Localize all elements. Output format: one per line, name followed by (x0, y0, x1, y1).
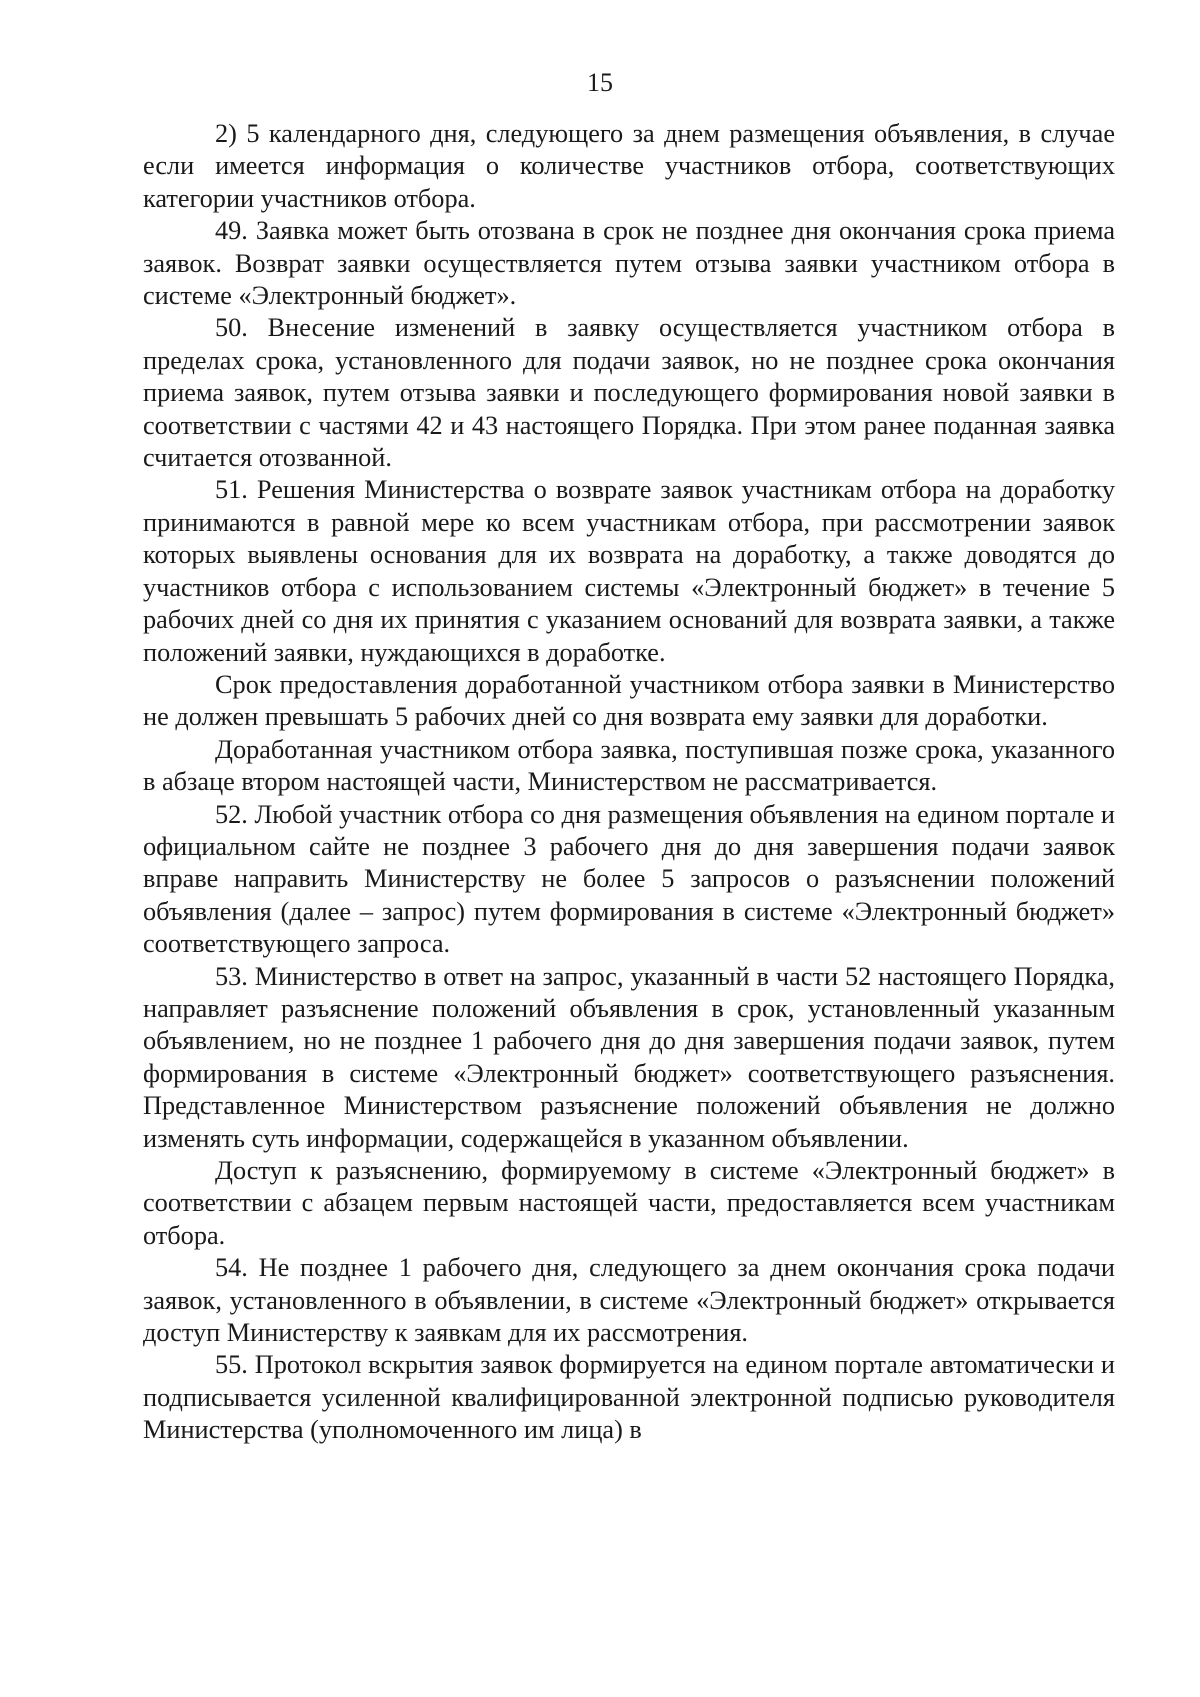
paragraph-53-access: Доступ к разъяснению, формируемому в системе «Электронный бюджет» в соответствии с абзацем первым настоящей части, предоставляется всем участникам отбора. (143, 1156, 1115, 1250)
paragraph-51-resubmission-term: Срок предоставления доработанной участником отбора заявки в Министерство не должен превышать 5 рабочих дней со дня возврата ему заявки для доработки. (143, 669, 1115, 732)
paragraph-54: 54. Не позднее 1 рабочего дня, следующего за днем окончания срока подачи заявок, установленного в объявлении, в системе «Электронный бюджет» открывается доступ Министерству к заявкам для их рассмотрения. (143, 1253, 1115, 1348)
paragraph-52: 52. Любой участник отбора со дня размещения объявления на едином портале и официальном сайте не позднее 3 рабочего дня до дня завершения подачи заявок вправе направить Министерству не более 5 запросов о разъяснении положений объявления (далее – запрос) путем формирования в системе «Электронный бюджет» соответствующего запроса. (143, 799, 1115, 959)
paragraph-55: 55. Протокол вскрытия заявок формируется на едином портале автоматически и подписывается усиленной квалифицированной электронной подписью руководителя Министерства (уполномоченного им лица) в (143, 1350, 1115, 1445)
paragraph-51: 51. Решения Министерства о возврате заявок участникам отбора на доработку принимаются в равной мере ко всем участникам отбора, при рассмотрении заявок которых выявлены основания для их возврата на доработку, а также доводятся до участников отбора с использованием системы «Электронный бюджет» в течение 5 рабочих дней со дня их принятия с указанием оснований для возврата заявки, а также положений заявки, нуждающихся в доработке. (143, 475, 1115, 667)
paragraph-51-late-submission: Доработанная участником отбора заявка, поступившая позже срока, указанного в абзаце втором настоящей части, Министерством не рассматривается. (143, 734, 1115, 797)
page-number: 15 (587, 68, 613, 97)
paragraph-50: 50. Внесение изменений в заявку осуществляется участником отбора в пределах срока, установленного для подачи заявок, но не позднее срока окончания приема заявок, путем отзыва заявки и последующего формирования новой заявки в соответствии с частями 42 и 43 настоящего Порядка. При этом ранее поданная заявка считается отозванной. (143, 313, 1115, 473)
paragraph-item-2: 2) 5 календарного дня, следующего за днем размещения объявления, в случае если имеется информация о количестве участников отбора, соответствующих категории участников отбора. (143, 119, 1115, 213)
body-text (143, 118, 1115, 1447)
paragraph-49: 49. Заявка может быть отозвана в срок не позднее дня окончания срока приема заявок. Возврат заявки осуществляется путем отзыва заявки участником отбора в системе «Электронный бюджет». (143, 216, 1115, 311)
paragraph-53: 53. Министерство в ответ на запрос, указанный в части 52 настоящего Порядка, направляет разъяснение положений объявления в срок, установленный указанным объявлением, но не позднее 1 рабочего дня до дня завершения подачи заявок, путем формирования в системе «Электронный бюджет» соответствующего разъяснения. Представленное Министерством разъяснение положений объявления не должно изменять суть информации, содержащейся в указанном объявлении. (143, 961, 1115, 1153)
